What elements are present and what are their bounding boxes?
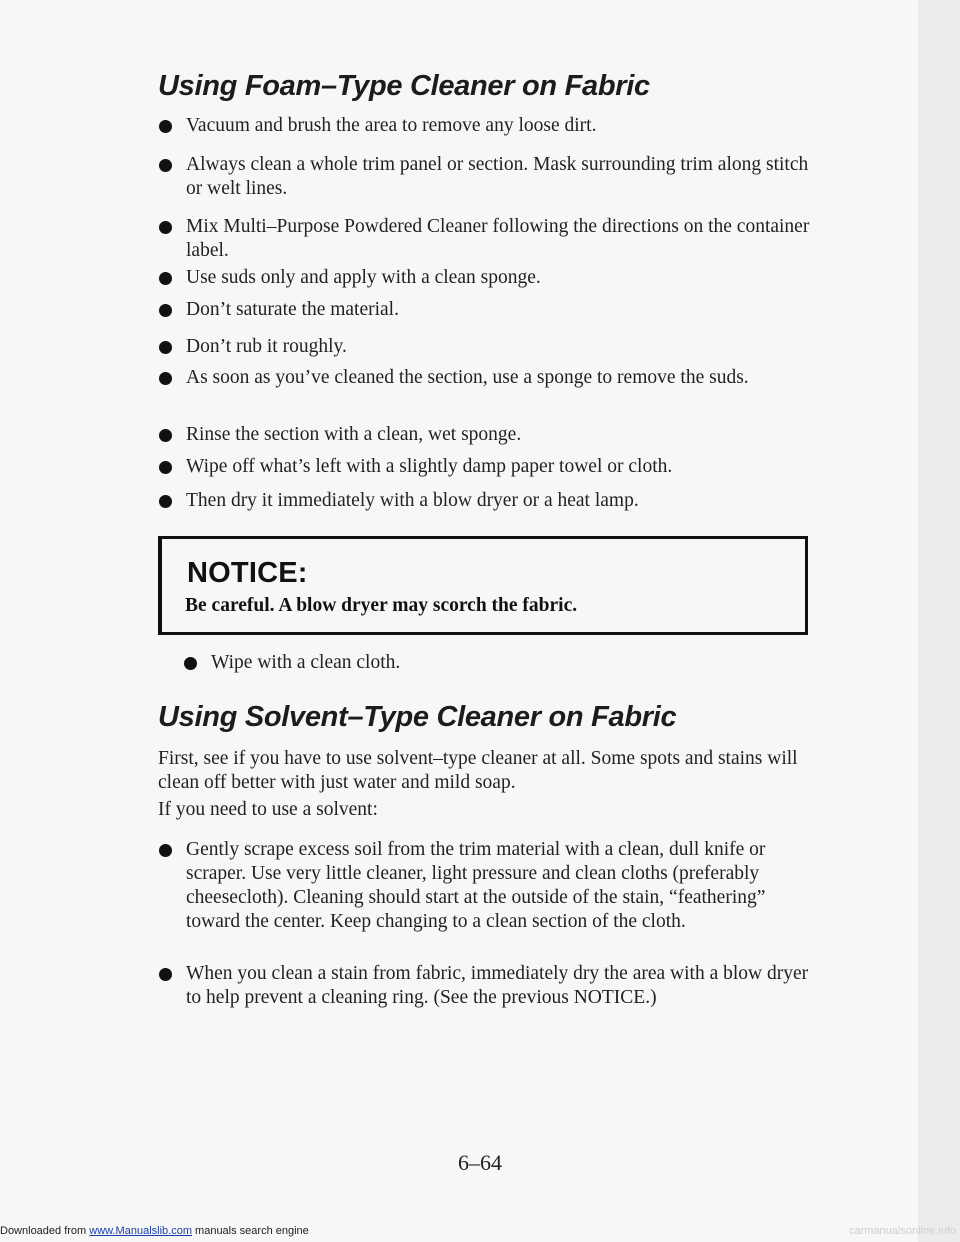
bullet-dot — [159, 461, 172, 474]
footer-prefix: Downloaded from — [0, 1225, 90, 1237]
list-item — [186, 455, 826, 479]
bullet-dot — [159, 495, 172, 508]
list-item-text: Use suds only and apply with a clean sponge. — [186, 267, 541, 288]
list-item-text: Rinse the section with a clean, wet sponge. — [186, 424, 522, 445]
list-item — [186, 489, 826, 513]
manualslib-link[interactable]: www.Manualslib.com — [89, 1225, 192, 1237]
footer-suffix: manuals search engine — [191, 1225, 309, 1237]
download-footer — [0, 1225, 309, 1237]
bullet-dot — [159, 272, 172, 285]
list-item — [186, 215, 826, 263]
bullet-dot — [159, 844, 172, 857]
section-heading-foam: Using Foam–Type Cleaner on Fabric — [158, 70, 650, 102]
list-item-text: Gently scrape excess soil from the trim material with a clean, dull knife or scraper. Use very little cleaner, light pressure and clean cloths (preferably cheesecloth). Cleaning should start at the outside of the stain, “feathering” toward the center. Keep changing to a clean section of the cloth. — [186, 839, 766, 932]
section-heading-solvent: Using Solvent–Type Cleaner on Fabric — [158, 701, 677, 733]
list-item — [186, 423, 826, 447]
list-item — [186, 838, 816, 934]
page-number: 6–64 — [458, 1150, 502, 1175]
list-item — [211, 651, 851, 675]
list-item — [186, 298, 826, 322]
list-item — [186, 153, 826, 201]
bullet-dot — [159, 341, 172, 354]
list-item — [186, 266, 826, 290]
watermark: carmanualsonline.info — [848, 1225, 956, 1237]
notice-title: NOTICE: — [187, 557, 308, 589]
list-item-text: Then dry it immediately with a blow dryer or a heat lamp. — [186, 490, 639, 511]
list-item-text: As soon as you’ve cleaned the section, use a sponge to remove the suds. — [186, 367, 749, 388]
bullet-dot — [159, 372, 172, 385]
bullet-dot — [159, 120, 172, 133]
bullet-dot — [159, 304, 172, 317]
notice-text: Be careful. A blow dryer may scorch the fabric. — [185, 595, 578, 616]
list-item-text: Always clean a whole trim panel or section. Mask surrounding trim along stitch or welt lines. — [186, 154, 809, 199]
list-item — [186, 335, 826, 359]
notice-box — [158, 536, 808, 635]
bullet-dot — [159, 221, 172, 234]
list-item-text: Wipe off what’s left with a slightly damp paper towel or cloth. — [186, 456, 673, 477]
list-item-text: Vacuum and brush the area to remove any loose dirt. — [186, 115, 597, 136]
list-item-text: Don’t rub it roughly. — [186, 336, 347, 357]
paragraph: If you need to use a solvent: — [158, 799, 378, 820]
bullet-dot — [159, 429, 172, 442]
list-item — [186, 114, 826, 138]
list-item-text: Wipe with a clean cloth. — [211, 652, 401, 673]
bullet-dot — [159, 159, 172, 172]
list-item — [186, 962, 821, 1010]
list-item-text: When you clean a stain from fabric, immediately dry the area with a blow dryer to help prevent a cleaning ring. (See the previous NOTICE.) — [186, 963, 809, 1008]
paragraph: First, see if you have to use solvent–type cleaner at all. Some spots and stains will clean off better with just water and mild soap. — [158, 748, 798, 793]
bullet-dot — [159, 968, 172, 981]
list-item — [186, 366, 826, 390]
list-item-text: Don’t saturate the material. — [186, 299, 399, 320]
list-item-text: Mix Multi–Purpose Powdered Cleaner following the directions on the container label. — [186, 216, 810, 261]
bullet-dot — [184, 657, 197, 670]
